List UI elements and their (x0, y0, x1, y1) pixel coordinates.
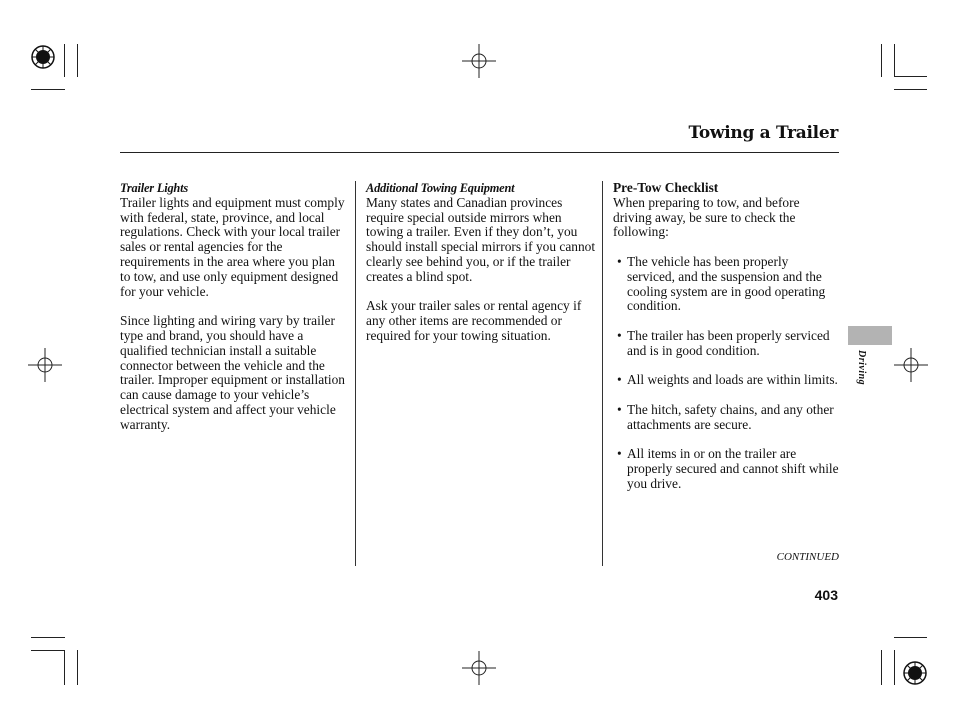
column-additional-equipment (366, 181, 596, 359)
header-rule (120, 152, 839, 153)
column-trailer-lights (120, 181, 348, 447)
column-divider (602, 181, 603, 566)
registration-mark-icon (462, 651, 496, 685)
paragraph: Ask your trailer sales or rental agency if any other items are recommended or required for your towing situation. (366, 298, 582, 343)
list-item: • All items in or on the trailer are properly secured and cannot shift while you drive. (613, 447, 839, 491)
starburst-registration-icon (30, 44, 56, 70)
registration-mark-icon (894, 348, 928, 382)
section-heading: Trailer Lights (120, 181, 188, 195)
page-number: 403 (814, 587, 838, 603)
paragraph: Since lighting and wiring vary by trailer type and brand, you should have a qualified technician install a suitable connector between the vehicle and the trailer. Improper equipment or installation can cause damage to your vehicle’s electrical system and affect your vehicle warranty. (120, 313, 345, 432)
registration-mark-icon (462, 44, 496, 78)
section-tab-label: Driving (856, 350, 867, 386)
page-title: Towing a Trailer (688, 123, 838, 143)
list-item: • The trailer has been properly serviced and is in good condition. (613, 329, 839, 359)
section-heading: Pre-Tow Checklist (613, 180, 719, 195)
list-item: • The hitch, safety chains, and any other attachments are secure. (613, 403, 839, 433)
paragraph: Trailer lights and equipment must comply with federal, state, province, and local regulations. Check with your local trailer sales or rental agencies for the requirements in the area where you plan to tow, and use only equipment designed for your vehicle. (120, 194, 345, 299)
list-item: • The vehicle has been properly serviced, and the suspension and the cooling system are in good operating condition. (613, 255, 839, 314)
checklist (613, 255, 839, 492)
paragraph: When preparing to tow, and before driving away, be sure to check the following: (613, 194, 800, 240)
continued-label: CONTINUED (776, 551, 839, 563)
section-heading: Additional Towing Equipment (366, 181, 515, 195)
column-divider (355, 181, 356, 566)
starburst-registration-icon (902, 660, 928, 686)
column-pre-tow-checklist (613, 181, 839, 507)
registration-mark-icon (28, 348, 62, 382)
paragraph: Many states and Canadian provinces require special outside mirrors when towing a trailer. Even if they don’t, you should install special mirrors if you cannot clearly see behind you, or if the trailer creates a blind spot. (366, 194, 596, 284)
section-tab (848, 326, 892, 345)
list-item: • All weights and loads are within limits. (613, 373, 839, 388)
